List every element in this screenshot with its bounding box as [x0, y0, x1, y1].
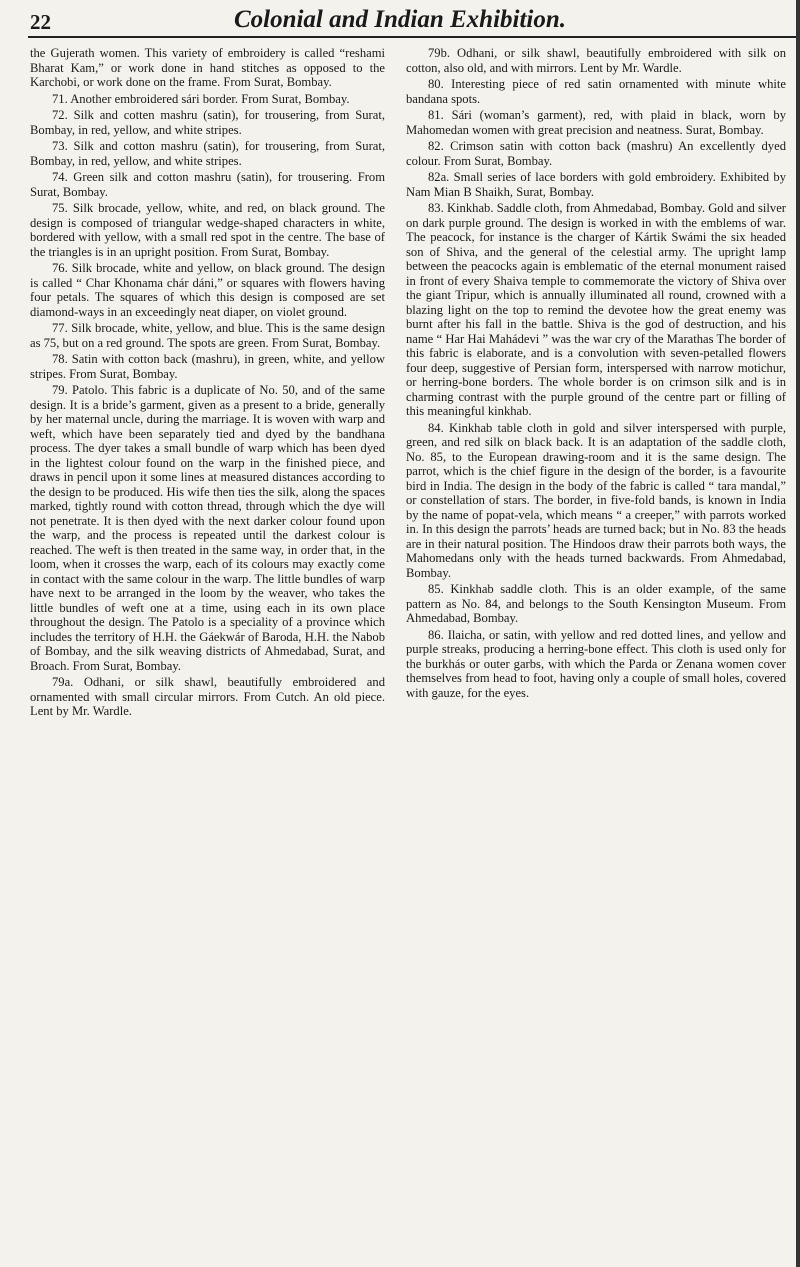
paragraph: 79b. Odhani, or silk shawl, beautifully embroidered with silk on cotton, also old, and with mirrors. Lent by Mr. Wardle. — [406, 46, 786, 75]
paragraph: 78. Satin with cotton back (mashru), in green, white, and yellow stripes. From Surat, Bombay. — [30, 352, 385, 381]
paragraph: 73. Silk and cotton mashru (satin), for trousering, from Surat, Bombay, in red, yellow, and white stripes. — [30, 139, 385, 168]
paragraph: 79a. Odhani, or silk shawl, beautifully embroidered and ornamented with small circular mirrors. From Cutch. An old piece. Lent by Mr. Wardle. — [30, 675, 385, 718]
page-edge — [796, 0, 800, 1267]
paragraph: 79. Patolo. This fabric is a duplicate of No. 50, and of the same design. It is a bride’s garment, given as a present to a bride, generally by her maternal uncle, during the marriage. It is woven with warp and weft, which have been separately tied and dyed by the bandhana process. The dyer takes a small bundle of warp which has been dyed in the lightest colour found on the warp in the finished piece, and draws in pencil upon it some lines at measured distances according to the design to be produced. His wife then ties the silk, along the spaces marked, tightly round with cotton thread, through which the dye will not penetrate. It is then dyed with the next darker colour found upon the warp, and the process is repeated until the darkest colour is reached. The weft is then treated in the same way, in order that, in the loom, when it crosses the warp, each of its colours may exactly come in contact with the same colour in the warp. The little bundles of warp have next to be arranged in the loom by the weaver, who takes the little bundles of weft one at a time, using each in its own place throughout the design. The Patolo is a speciality of a province which includes the territory of H.H. the Gáekwár of Baroda, H.H. the Nabob of Bombay, and the silk weaving districts of Ahmedabad, Surat, and Broach. From Surat, Bombay. — [30, 383, 385, 673]
paragraph: 84. Kinkhab table cloth in gold and silver interspersed with purple, green, and red silk on black back. It is an adaptation of the saddle cloth, No. 85, to the European drawing-room and it is the same design. The parrot, which is the chief figure in the design of the border, is a favourite bird in India. The design in the body of the fabric is called “ tara mandal,” or constellation of stars. The border, in five-fold bands, is known in India by the name of popat-vela, which means “ a creeper,” with parrots worked in. In this design the parrots’ heads are turned back; but in No. 83 the heads are in their natural position. The Hindoos draw their parrots both ways, the Mahomedans only with the heads turned backwards. From Ahmedabad, Bombay. — [406, 420, 786, 580]
right-column — [406, 46, 786, 702]
paragraph: 80. Interesting piece of red satin ornamented with minute white bandana spots. — [406, 77, 786, 106]
paragraph: 77. Silk brocade, white, yellow, and blue. This is the same design as 75, but on a red ground. The spots are green. From Surat, Bombay. — [30, 321, 385, 350]
paragraph: 72. Silk and cotten mashru (satin), for trousering, from Surat, Bombay, in red, yellow, and white stripes. — [30, 108, 385, 137]
paragraph: 71. Another embroidered sári border. From Surat, Bombay. — [52, 91, 350, 106]
paragraph: 74. Green silk and cotton mashru (satin), for trousering. From Surat, Bombay. — [30, 170, 385, 199]
paragraph: 82. Crimson satin with cotton back (mashru) An excellently dyed colour. From Surat, Bombay. — [406, 139, 786, 168]
page-number: 22 — [30, 10, 51, 34]
paragraph: 85. Kinkhab saddle cloth. This is an older example, of the same pattern as No. 84, and belongs to the South Kensington Museum. From Ahmedabad, Bombay. — [406, 582, 786, 625]
paragraph: 81. Sári (woman’s garment), red, with plaid in black, worn by Mahomedan women with great precision and neatness. Surat, Bombay. — [406, 108, 786, 137]
paragraph: 83. Kinkhab. Saddle cloth, from Ahmedabad, Bombay. Gold and silver on dark purple ground. The design is worked in with the emblems of war. The peacock, for instance is the charger of Kártik Swámi the six headed son of Shiva, and the general of the celestial army. The upright lamp between the peacocks again is emblematic of the eternal monument raised in front of every Shaiva temple to commemorate the victory of Shiva over the giant Tripur, which is annually illuminated all round, crowned with a blazing light on the top to remind the devotee how the great enemy was burnt after his fall in the battle. Shiva is the god of destruction, and his name “ Har Hai Mahádevi ” was the war cry of the Marathas The border of this fabric is elaborate, and is a convolution with seven-petalled flowers four deep, suggestive of Persian form, interspersed with narrow motichur, or herring-bone borders. The whole border is on crimson silk and is in charming contrast with the purple ground of the centre part or filling of this meaningful kinkhab. — [406, 201, 786, 418]
header-rule — [28, 36, 800, 38]
running-head: Colonial and Indian Exhibition. — [233, 6, 567, 33]
paragraph: the Gujerath women. This variety of embroidery is called “reshami Bharat Kam,” or work done in hand stitches as opposed to the Karchobi, or work done on the frame. From Surat, Bombay. — [30, 46, 385, 89]
paragraph: 86. Ilaicha, or satin, with yellow and red dotted lines, and yellow and purple streaks, producing a herring-bone effect. This cloth is used only for the burkhás or outer garbs, with which the Parda or Zenana women cover themselves from head to foot, having only a couple of small holes, covered with gauze, for the eyes. — [406, 627, 786, 700]
left-column — [30, 46, 385, 721]
paragraph: 82a. Small series of lace borders with gold embroidery. Exhibited by Nam Mian B Shaikh, Surat, Bombay. — [406, 170, 786, 199]
paragraph: 75. Silk brocade, yellow, white, and red, on black ground. The design is composed of triangular wedge-shaped characters in white, bordered with yellow, with a small red spot in the centre. The base of the triangles is in an upright position. From Surat, Bombay. — [30, 201, 385, 259]
paragraph: 76. Silk brocade, white and yellow, on black ground. The design is called “ Char Khonama chár dáni,” or squares with flowers having four petals. The squares of which this design is composed are set diamond-ways in an exceedingly neat diaper, on violet ground. — [30, 261, 385, 319]
